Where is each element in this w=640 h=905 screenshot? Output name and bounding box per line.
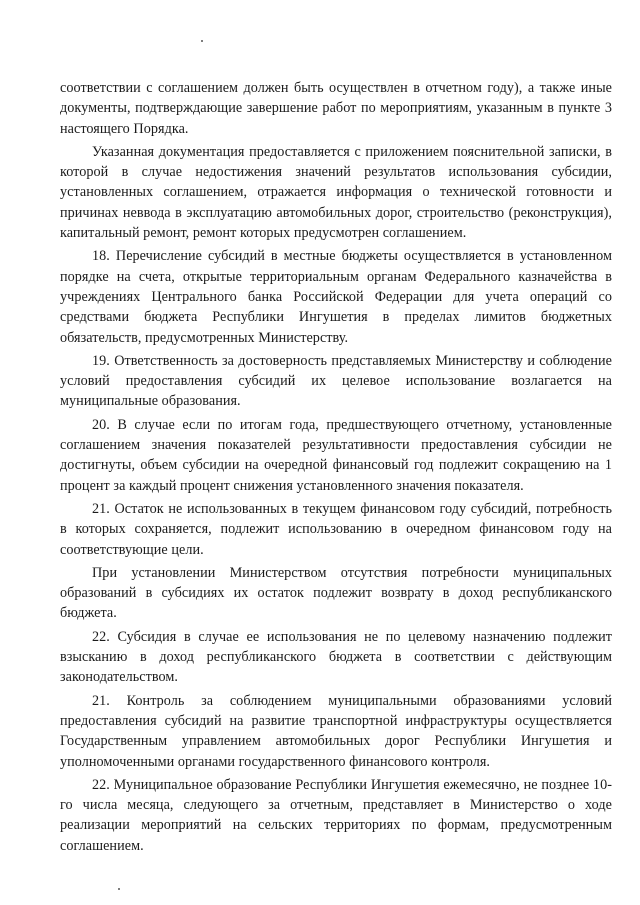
paragraph-item-22-misuse: 22. Субсидия в случае ее использования не по целевому назначению подлежит взысканию в доход республиканского бюджета в соответствии с действующим законодательством. [60, 628, 612, 686]
scan-speck-bottom [118, 888, 120, 890]
paragraph-item-19: 19. Ответственность за достоверность представляемых Министерству и соблюдение условий предоставления субсидий их целевое использование возлагается на муниципальные образования. [60, 352, 612, 410]
scan-speck-top [201, 40, 203, 42]
paragraph-return-of-remainder: При установлении Министерством отсутствия потребности муниципальных образований в субсидиях их остаток подлежит возврату в доход республиканского бюджета. [60, 564, 612, 622]
paragraph-continuation: соответствии с соглашением должен быть осуществлен в отчетном году), а также иные документы, подтверждающие завершение работ по мероприятиям, указанным в пункте 3 настоящего Порядка. [60, 80, 612, 137]
paragraph-item-20: 20. В случае если по итогам года, предшествующего отчетному, установленные соглашением значения показателей результативности предоставления субсидии не достигнуты, объем субсидии на очередной финансовый год подлежит сокращению на 1 процент за каждый процент снижения установленного значения показателя. [60, 416, 612, 494]
paragraph-item-18: 18. Перечисление субсидий в местные бюджеты осуществляется в установленном порядке на счета, открытые территориальным органам Федерального казначейства в учреждениях Центрального банка Российской Федерации для учета операций со средствами бюджета Республики Ингушетия в пределах лимитов бюджетных обязательств, предусмотренных Министерству. [60, 248, 612, 346]
paragraph-documentation-note: Указанная документация предоставляется с приложением пояснительной записки, в которой в случае недостижения значений результатов использования субсидии, установленных соглашением, отражается информация о технической готовности и причинах неввода в эксплуатацию автомобильных дорог, строительство (реконструкция), капитальный ремонт, ремонт которых предусмотрен соглашением. [60, 143, 612, 242]
paragraph-item-21-control: 21. Контроль за соблюдением муниципальными образованиями условий предоставления субсидий на развитие транспортной инфраструктуры осуществляется Государственным управлением автомобильных дорог Республики Ингушетия и уполномоченными органами государственного финансового контроля. [60, 692, 612, 770]
paragraph-item-22-reporting: 22. Муниципальное образование Республики Ингушетия ежемесячно, не позднее 10-го числа месяца, следующего за отчетным, представляет в Министерство о ходе реализации мероприятий на сельских территориях по формам, предусмотренным соглашением. [60, 776, 612, 854]
paragraph-item-21-remainder: 21. Остаток не использованных в текущем финансовом году субсидий, потребность в которых сохраняется, подлежит использованию в очередном финансовом году на соответствующие цели. [60, 500, 612, 558]
document-body [60, 78, 612, 859]
